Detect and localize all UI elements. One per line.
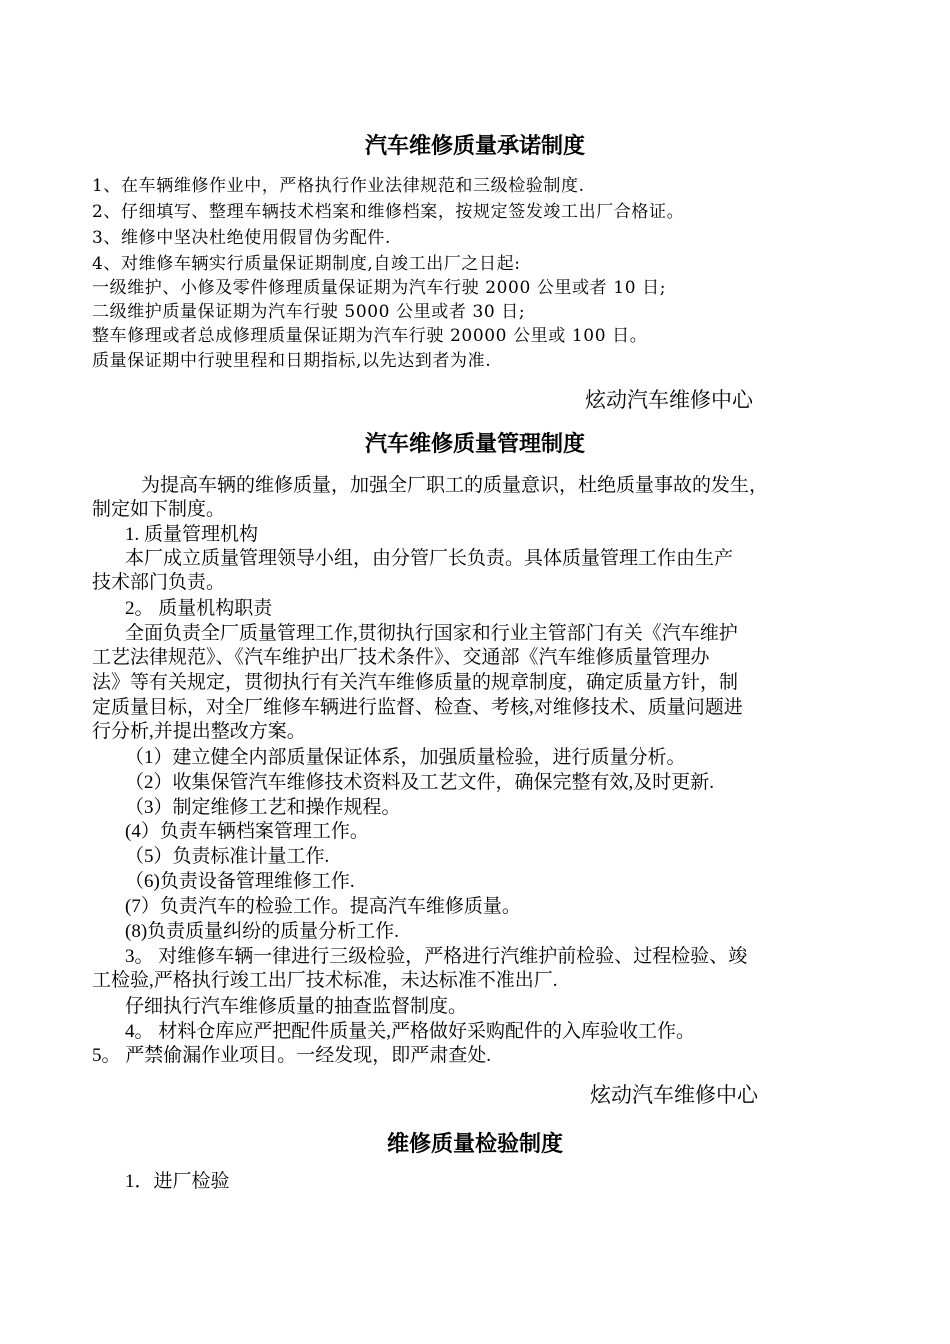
management-line: 法》等有关规定，贯彻执行有关汽车维修质量的规章制度，确定质量方针，制: [92, 672, 739, 693]
management-line: （6)负责设备管理维修工作.: [125, 871, 355, 892]
commitment-title: 汽车维修质量承诺制度: [364, 134, 585, 159]
management-line: （5）负责标准计量工作.: [125, 846, 330, 867]
commitment-line: 一级维护、小修及零件修理质量保证期为汽车行驶 2000 公里或者 10 日;: [92, 278, 667, 298]
management-title: 汽车维修质量管理制度: [364, 432, 585, 457]
management-line: （1）建立健全内部质量保证体系，加强质量检验，进行质量分析。: [125, 747, 686, 768]
management-line: 5。 严禁偷漏作业项目。一经发现，即严肃查处.: [92, 1045, 492, 1066]
management-line: (8)负责质量纠纷的质量分析工作.: [125, 921, 399, 942]
management-line: 为提高车辆的维修质量，加强全厂职工的质量意识，杜绝质量事故的发生，: [141, 475, 769, 496]
management-line: 技术部门负责。: [92, 572, 226, 593]
inspection-title: 维修质量检验制度: [386, 1132, 563, 1157]
management-line: 定质量目标，对全厂维修车辆进行监督、检查、考核,对维修技术、质量问题进: [92, 697, 743, 718]
management-line: 本厂成立质量管理领导小组，由分管厂长负责。具体质量管理工作由生产: [125, 548, 734, 569]
management-signature: 炫动汽车维修中心: [590, 1083, 758, 1107]
management-line: 2。 质量机构职责: [125, 598, 273, 619]
management-line: 工艺法律规范》、《汽车维护出厂技术条件》、交通部《汽车维修质量管理办: [92, 647, 710, 668]
management-line: (4）负责车辆档案管理工作。: [125, 821, 369, 842]
commitment-line: 质量保证期中行驶里程和日期指标,以先达到者为准.: [92, 351, 492, 371]
management-line: 3。 对维修车辆一律进行三级检验，严格进行汽维护前检验、过程检验、竣: [125, 946, 748, 967]
commitment-line: 二级维护质量保证期为汽车行驶 5000 公里或者 30 日;: [92, 302, 526, 322]
management-line: （3）制定维修工艺和操作规程。: [125, 797, 401, 818]
commitment-line: 1、在车辆维修作业中，严格执行作业法律规范和三级检验制度.: [92, 176, 585, 196]
management-line: (7）负责汽车的检验工作。提高汽车维修质量。: [125, 896, 521, 917]
commitment-line: 2、仔细填写、整理车辆技术档案和维修档案，按规定签发竣工出厂合格证。: [92, 202, 685, 222]
management-line: 制定如下制度。: [92, 499, 226, 520]
commitment-line: 4、对维修车辆实行质量保证期制度,自竣工出厂之日起:: [92, 254, 521, 274]
management-line: 行分析,并提出整改方案。: [92, 721, 306, 742]
management-line: （2）收集保管汽车维修技术资料及工艺文件，确保完整有效,及时更新.: [125, 772, 715, 793]
commitment-line: 整车修理或者总成修理质量保证期为汽车行驶 20000 公里或 100 日。: [92, 326, 648, 346]
management-line: 工检验,严格执行竣工出厂技术标准，未达标准不准出厂.: [92, 970, 558, 991]
management-line: 仔细执行汽车维修质量的抽查监督制度。: [125, 996, 468, 1017]
management-line: 1. 质量管理机构: [125, 524, 259, 545]
commitment-line: 3、维修中坚决杜绝使用假冒伪劣配件.: [92, 228, 392, 248]
management-line: 4。 材料仓库应严把配件质量关,严格做好采购配件的入库验收工作。: [125, 1021, 696, 1042]
commitment-signature: 炫动汽车维修中心: [585, 388, 753, 412]
management-line: 全面负责全厂质量管理工作,贯彻执行国家和行业主管部门有关《汽车维护: [125, 623, 738, 644]
inspection-line: 1．进厂检验: [125, 1171, 230, 1192]
